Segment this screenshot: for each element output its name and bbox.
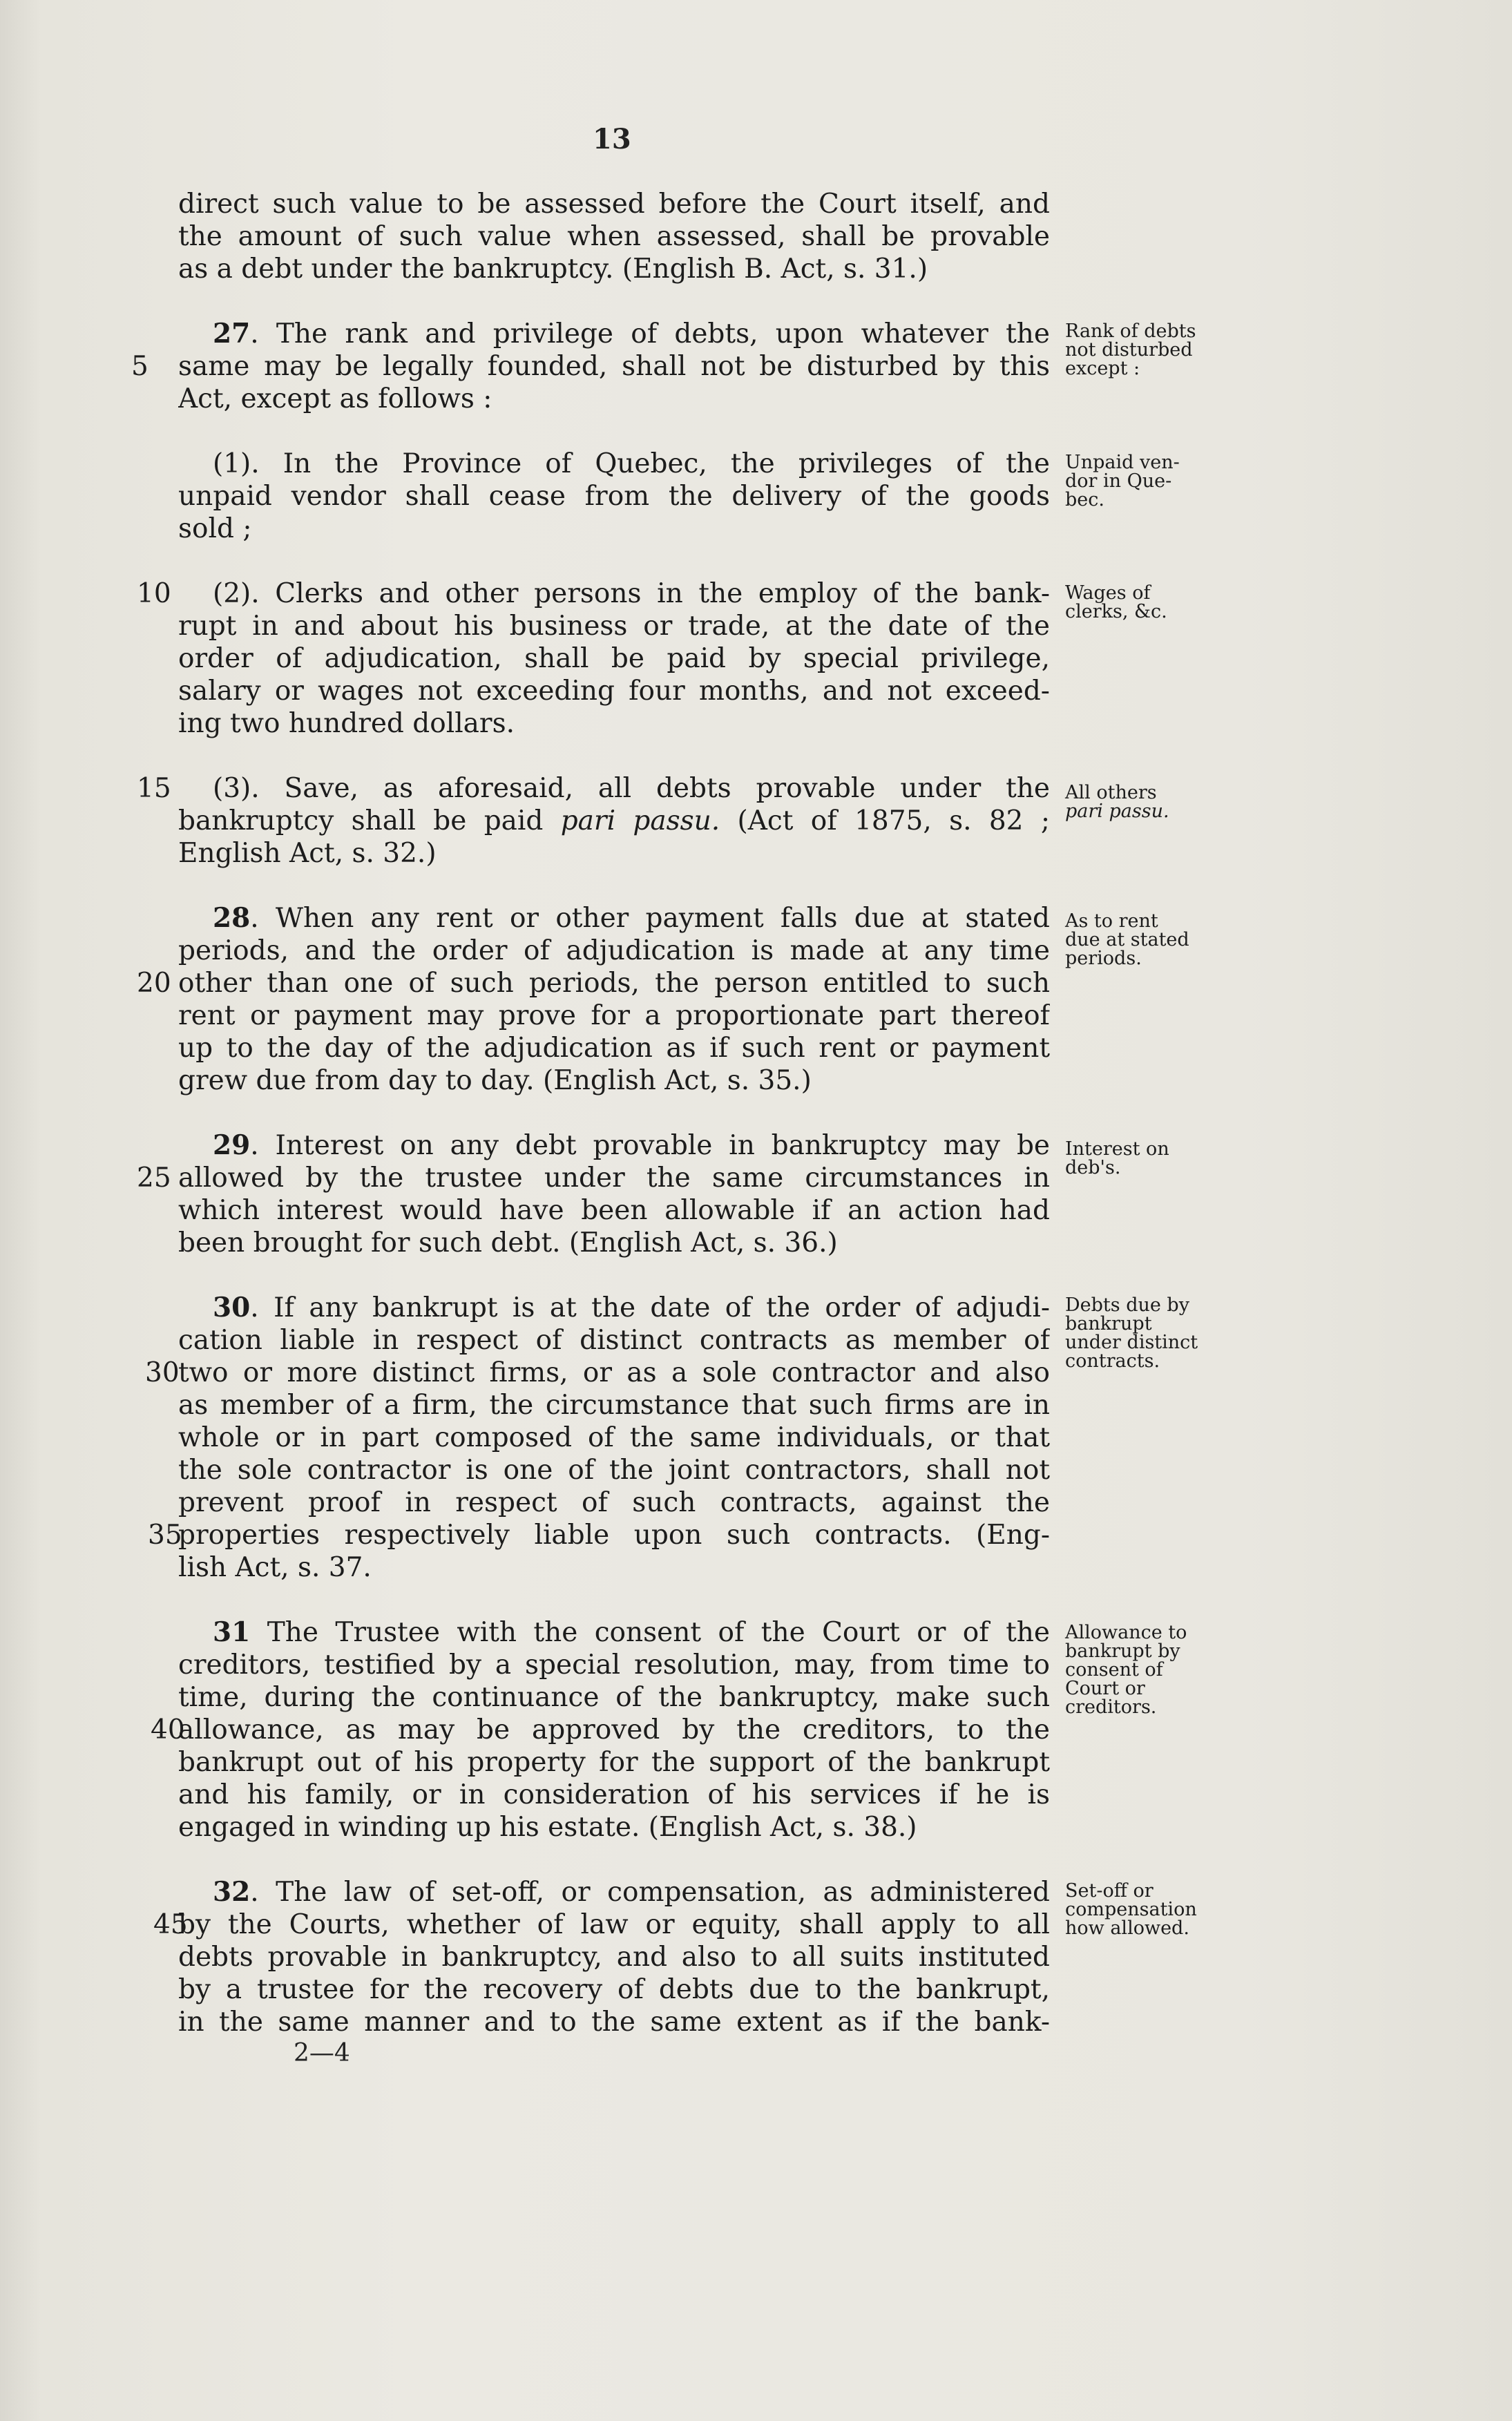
line-number: 15 <box>137 773 171 804</box>
text-line: as a debt under the bankruptcy. (English B. Act, s. 31.) <box>178 253 928 285</box>
section-32-line: 32. The law of set-off, or compensation, as administered <box>213 1876 1050 1908</box>
note-line: not disturbed <box>1065 339 1193 361</box>
text-line: English Act, s. 32.) <box>178 838 437 869</box>
text-line: as member of a firm, the circumstance that such firms are in <box>178 1390 1050 1421</box>
text-line: lish Act, s. 37. <box>178 1552 372 1583</box>
marginal-note <box>1065 1623 1238 1716</box>
text-line: the sole contractor is one of the joint contractors, shall not <box>178 1455 1050 1486</box>
marginal-note <box>1065 584 1238 621</box>
text-line: cation liable in respect of distinct contracts as member of <box>178 1325 1050 1356</box>
note-line: consent of <box>1065 1659 1163 1681</box>
clause-2-line: (2). Clerks and other persons in the employ of the bank- <box>213 578 1050 609</box>
text-line: by the Courts, whether of law or equity, shall apply to all <box>178 1909 1050 1940</box>
note-line: bec. <box>1065 489 1104 510</box>
note-line: bankrupt <box>1065 1313 1152 1334</box>
note-line: Court or <box>1065 1678 1145 1699</box>
line-number: 35 <box>148 1520 182 1551</box>
text-line: allowance, as may be approved by the creditors, to the <box>178 1714 1050 1745</box>
marginal-note <box>1065 453 1238 509</box>
note-line: Unpaid ven- <box>1065 452 1180 473</box>
marginal-note <box>1065 1296 1238 1370</box>
text-line: ing two hundred dollars. <box>178 708 515 739</box>
text-line: grew due from day to day. (English Act, s. 35.) <box>178 1065 812 1096</box>
line-number: 45 <box>153 1909 188 1940</box>
text-line: Act, except as follows : <box>178 383 492 414</box>
text-line: periods, and the order of adjudication is made at any time <box>178 935 1050 966</box>
text-line: properties respectively liable upon such contracts. (Eng- <box>178 1520 1050 1551</box>
note-line: Set-off or <box>1065 1880 1154 1902</box>
marginal-note <box>1065 322 1238 378</box>
marginal-note <box>1065 1882 1238 1937</box>
line-number: 5 <box>131 351 149 382</box>
section-27-line: 27. The rank and privilege of debts, upon whatever the <box>213 318 1050 350</box>
line-number: 40 <box>151 1714 185 1745</box>
text-line: other than one of such periods, the person entitled to such <box>178 968 1050 999</box>
note-line: creditors. <box>1065 1696 1157 1718</box>
note-line: under distinct <box>1065 1332 1198 1353</box>
text-line: engaged in winding up his estate. (English Act, s. 38.) <box>178 1812 917 1843</box>
note-line: dor in Que- <box>1065 470 1172 492</box>
text-line: salary or wages not exceeding four months, and not exceed- <box>178 676 1050 707</box>
note-line: deb's. <box>1065 1157 1121 1178</box>
section-29-line: 29. Interest on any debt provable in bankruptcy may be <box>213 1129 1050 1161</box>
marginal-note <box>1065 912 1238 968</box>
section-30-line: 30. If any bankrupt is at the date of the order of adjudi- <box>213 1292 1050 1323</box>
text-line: two or more distinct firms, or as a sole contractor and also <box>178 1357 1050 1388</box>
note-line: how allowed. <box>1065 1917 1189 1939</box>
note-line: Allowance to <box>1065 1622 1187 1643</box>
signature-mark: 2—4 <box>294 2039 350 2067</box>
text-line: the amount of such value when assessed, shall be provable <box>178 221 1050 252</box>
text-line: by a trustee for the recovery of debts due to the bankrupt, <box>178 1974 1050 2005</box>
note-line: due at stated <box>1065 929 1189 950</box>
text-line: rupt in and about his business or trade, at the date of the <box>178 611 1050 642</box>
note-line: Interest on <box>1065 1138 1169 1160</box>
text-line: unpaid vendor shall cease from the delivery of the goods <box>178 481 1050 512</box>
text-line: prevent proof in respect of such contracts, against the <box>178 1487 1050 1518</box>
note-line: As to rent <box>1065 910 1158 932</box>
text-line: bankrupt out of his property for the support of the bankrupt <box>178 1747 1050 1778</box>
text-line: time, during the continuance of the bankruptcy, make such <box>178 1682 1050 1713</box>
text-line: in the same manner and to the same extent as if the bank- <box>178 2007 1050 2038</box>
text-line: allowed by the trustee under the same circumstances in <box>178 1162 1050 1194</box>
text-line: creditors, testified by a special resolution, may, from time to <box>178 1649 1050 1681</box>
text-line: direct such value to be assessed before the Court itself, and <box>178 189 1050 220</box>
marginal-note <box>1065 1140 1238 1177</box>
note-line: pari passu. <box>1065 801 1169 822</box>
line-number: 10 <box>137 578 171 609</box>
note-line: except : <box>1065 358 1140 379</box>
section-31-line: 31 The Trustee with the consent of the Court or of the <box>213 1616 1050 1648</box>
text-line: which interest would have been allowable if an action had <box>178 1195 1050 1226</box>
line-number: 25 <box>137 1162 171 1194</box>
note-line: All others <box>1065 782 1157 803</box>
text-line: up to the day of the adjudication as if such rent or payment <box>178 1033 1050 1064</box>
text-line: and his family, or in consideration of his services if he is <box>178 1779 1050 1810</box>
text-line: rent or payment may prove for a proportionate part thereof <box>178 1000 1050 1031</box>
note-line: Wages of <box>1065 582 1151 604</box>
text-line: whole or in part composed of the same individuals, or that <box>178 1422 1050 1453</box>
line-number: 20 <box>137 968 171 999</box>
note-line: clerks, &c. <box>1065 601 1167 622</box>
marginal-note <box>1065 783 1238 821</box>
note-line: Debts due by <box>1065 1294 1189 1316</box>
note-line: Rank of debts <box>1065 320 1196 342</box>
text-line: order of adjudication, shall be paid by special privilege, <box>178 643 1050 674</box>
page-number: 13 <box>593 123 631 155</box>
note-line: bankrupt by <box>1065 1640 1180 1662</box>
clause-3-line: (3). Save, as aforesaid, all debts provable under the <box>213 773 1050 804</box>
line-number: 30 <box>145 1357 180 1388</box>
clause-1-line: (1). In the Province of Quebec, the privileges of the <box>213 448 1050 479</box>
text-line: debts provable in bankruptcy, and also to all suits instituted <box>178 1942 1050 1973</box>
text-line: been brought for such debt. (English Act, s. 36.) <box>178 1227 838 1259</box>
note-line: periods. <box>1065 948 1142 969</box>
section-28-line: 28. When any rent or other payment falls due at stated <box>213 902 1050 934</box>
note-line: contracts. <box>1065 1350 1160 1372</box>
note-line: compensation <box>1065 1899 1197 1920</box>
text-line: bankruptcy shall be paid pari passu. (Act of 1875, s. 82 ; <box>178 805 1050 836</box>
text-line: same may be legally founded, shall not be disturbed by this <box>178 351 1050 382</box>
text-line: sold ; <box>178 513 252 544</box>
